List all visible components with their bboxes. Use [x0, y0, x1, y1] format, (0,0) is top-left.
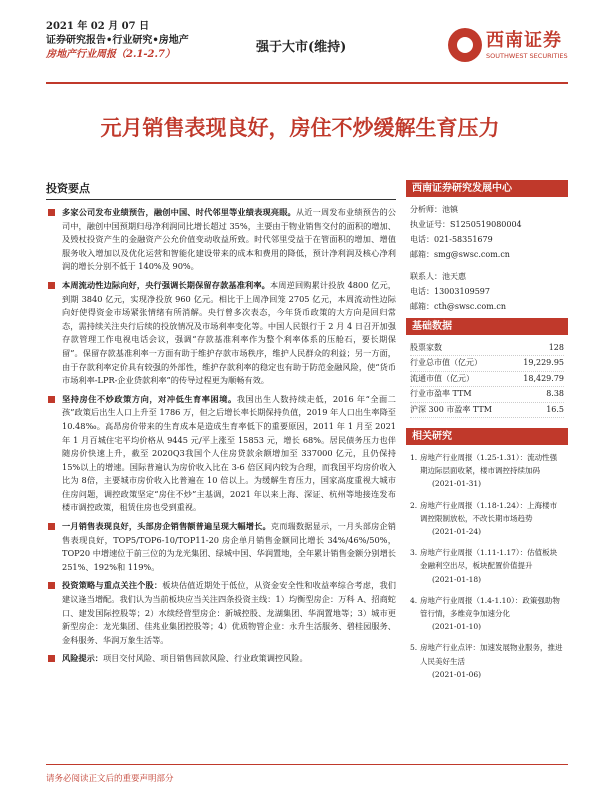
key-point-body: 我国出生人数持续走低，2016 年“全面二孩”政策后出生人口上升至 1786 万，但之后增长率长期保持负值，2019 年人口出生率降至 10.48‰。高昂房价带来的生育成本是造成生育率低下的重要原因，2011 年 1 月至 2021 年 1 月百城住宅平均价格从 9445 元/平上涨至 15853 元，增长 68%。居民债务压力也伴随房价快速上升，截至 2020Q3我国个人住房贷款余额增加至 337000 亿元，且仍保持 15%以上的增速。国际普遍认为房价收入比在 3-6 倍区间内较为合理，而我国平均房价收入比为 8倍，主要城市房价收入比普遍在 10 倍以上。为缓解生育压力，国家高度重视大城市住房问题，调控政策坚定“房住不炒”主基调，2021 年以来上海、深证、杭州等地接连发布楼市调控政策，租赁住房也受到重视。 [62, 393, 396, 513]
bullet-icon [48, 282, 55, 289]
section-heading: 投资要点 [46, 180, 396, 200]
header-divider [46, 82, 568, 84]
analyst-name: 分析师：池镇 [410, 205, 458, 214]
logo-text-en: SOUTHWEST SECURITIES [486, 52, 568, 60]
stats-value: 19,229.95 [523, 358, 564, 368]
item-number: 4. [410, 595, 418, 605]
related-report-link[interactable] [410, 546, 564, 586]
key-point-lead: 本周流动性边际向好，央行强调长期保留存款基准利率。 [62, 279, 270, 290]
stats-value: 16.5 [546, 404, 564, 414]
related-report-link[interactable] [410, 451, 564, 491]
main-column [46, 180, 396, 671]
related-report-title: 房地产行业周报（1.4-1.10）：政策强助物管行情，多维竞争加速分化 [420, 595, 560, 619]
related-report-date: (2021-01-10) [432, 622, 482, 632]
related-report-date: (2021-01-24) [432, 527, 482, 537]
stats-row [410, 403, 564, 418]
bullet-icon [48, 655, 55, 662]
company-logo [448, 22, 568, 70]
key-point-lead: 风险提示： [62, 653, 103, 664]
related-report-date: (2021-01-31) [432, 479, 482, 489]
key-point [46, 520, 396, 574]
stats-row [410, 341, 564, 356]
analyst-email[interactable]: 邮箱：smg@swsc.com.cn [410, 250, 510, 259]
item-number: 1. [410, 453, 418, 463]
related-report-title: 房地产行业周报（1.11-1.17）：估值板块金融利空出尽，板块配置价值提升 [420, 548, 558, 571]
footer-disclaimer: 请务必阅读正文后的重要声明部分 [46, 774, 174, 784]
stats-value: 128 [548, 343, 564, 352]
key-point-body: 板块估值近期处于低位，从资金安全性和收益率综合考虑，我们建议逢当增配。我们认为当前板块应当关注四条投资主线：1）均衡型房企：万科 A、招商蛇口、建发国际控股等；2）水续经营型房企：新城控股、龙湖集团、华润置地等；3）城市更新型房企：龙光集团、佳兆业集团控股等；4）优质物管企业：永升生活服务、碧桂园服务、金科服务、华润万象生活等。 [62, 580, 396, 645]
report-series: 房地产行业周报（2.1-2.7） [46, 49, 175, 60]
bullet-icon [48, 523, 55, 530]
key-point-body: 从近一周发布业绩预告的公司中，融创中国预期归母净利润同比增长超过 35%，主要由于物业销售交付的面积的增加、及毁杖投资产生的金融资产公允价值变动收益所致。时代邻里受益于在管面积的增加、增值服务收入增加以及优化运营和智能化建设带来的成本和费用的降低，预计净利润及核心净利润的增长分别不低于 140%及 90%。 [62, 207, 396, 272]
stats-label: 股票家数 [410, 343, 442, 352]
related-report-link[interactable] [410, 594, 564, 634]
stats-label: 流通市值（亿元） [410, 373, 474, 383]
analyst-phone: 电话：021-58351679 [410, 235, 493, 244]
related-report-link[interactable] [410, 499, 564, 539]
stats-value: 18,429.79 [523, 373, 564, 383]
rating: 强于大市(维持) [256, 40, 347, 55]
key-point [46, 652, 396, 666]
footer-divider [46, 764, 568, 765]
key-point [46, 393, 396, 515]
key-point-body: 项目交付风险、项目销售回款风险、行业政策调控风险。 [102, 653, 308, 664]
contact-email[interactable]: 邮箱：cth@swsc.com.cn [410, 302, 506, 311]
key-point [46, 579, 396, 647]
contact-phone: 电话：13003109597 [410, 287, 490, 296]
basic-data-table [406, 341, 568, 418]
key-point-lead: 多家公司发布业绩预告，融创中国、时代邻里等业绩表现亮眼。 [62, 207, 296, 217]
basic-data-heading: 基础数据 [406, 318, 568, 335]
key-point-lead: 坚持房住不炒政策方向，对冲低生育率困境。 [62, 393, 237, 404]
related-report-date: (2021-01-06) [432, 669, 482, 679]
contact-block [406, 197, 568, 318]
item-number: 5. [410, 643, 418, 653]
stats-label: 行业市盈率 TTM [410, 389, 472, 399]
logo-text-cn: 西南证券 [486, 30, 562, 51]
sidebar [406, 180, 568, 689]
related-report-title: 房地产行业点评：加速发展物业服务，推进人民美好生活 [420, 643, 563, 666]
contact-name: 联系人：池天惠 [410, 272, 466, 281]
stats-row [410, 387, 564, 402]
key-point [46, 279, 396, 388]
stats-label: 行业总市值（亿元） [410, 358, 482, 368]
analyst-license: 执业证号：S1250519080004 [410, 220, 522, 229]
related-report-title: 房地产行业周报（1.18-1.24）：上海楼市调控限制放松，不改长期市场趋势 [420, 500, 558, 523]
stats-label: 沪深 300 市盈率 TTM [410, 404, 492, 414]
stats-row [410, 372, 564, 387]
bullet-icon [48, 209, 55, 216]
research-center-heading: 西南证券研究发展中心 [406, 180, 568, 197]
logo-icon [448, 28, 482, 62]
related-report-date: (2021-01-18) [432, 574, 482, 584]
bullet-icon [48, 582, 55, 589]
related-report-title: 房地产行业周报（1.25-1.31）：流动性强期边际层面收紧，楼市调控持续加码 [420, 453, 558, 476]
key-point [46, 206, 396, 274]
key-point-body: 克而瑞数据显示，一月头部房企销售表现良好，TOP5/TOP6-10/TOP11-20 房企单月销售金额同比增长 34%/46%/50%，TOP20 中增速位于前三位的为龙光集团、绿城中国、华润置地，全年累计销售金额分别增长 251%、192%和 119%。 [62, 521, 396, 572]
report-date: 2021 年 02 月 07 日 [46, 21, 150, 32]
stats-value: 8.38 [546, 389, 564, 399]
item-number: 3. [410, 548, 418, 558]
report-title: 元月销售表现良好，房住不炒缓解生育压力 [100, 115, 500, 140]
key-point-lead: 投资策略与重点关注个股： [62, 580, 163, 591]
related-report-link[interactable] [410, 641, 564, 681]
related-research-heading: 相关研究 [406, 428, 568, 445]
item-number: 2. [410, 500, 418, 510]
key-point-lead: 一月销售表现良好，头部房企销售额普遍呈现大幅增长。 [62, 521, 271, 532]
stats-row [410, 356, 564, 371]
related-research-list [406, 445, 568, 681]
key-point-body: 本周逆回购累计投放 4800 亿元，到期 3840 亿元，实现净投放 960 亿元。相比于上周净回笼 2705 亿元，本周流动性边际向好使得资金市场紧张情绪有所消解。央行曾多次表态，今年货币政策的大方向是回归常态，需持续关注央行后续的投放情况及市场利率变化等。中国人民银行于 2 月 4 日召开加强存款管理工作电视电话会议，强调“存款基准利率作为整个利率体系的压舱石，要长期保留”。保留存款基准利率一方面有助于维护存款市场秩序，维护人民群众的利益；另一方面，由于存款利率定价具有较强的外部性，维护存款利率的稳定也有助于防范金融风险，使“货币市场利率-LPR-企业贷款利率”的传导过程更为顺畅有效。 [62, 279, 396, 386]
report-type: 证券研究报告•行业研究•房地产 [46, 35, 189, 46]
report-header-info [46, 20, 189, 62]
bullet-icon [48, 396, 55, 403]
